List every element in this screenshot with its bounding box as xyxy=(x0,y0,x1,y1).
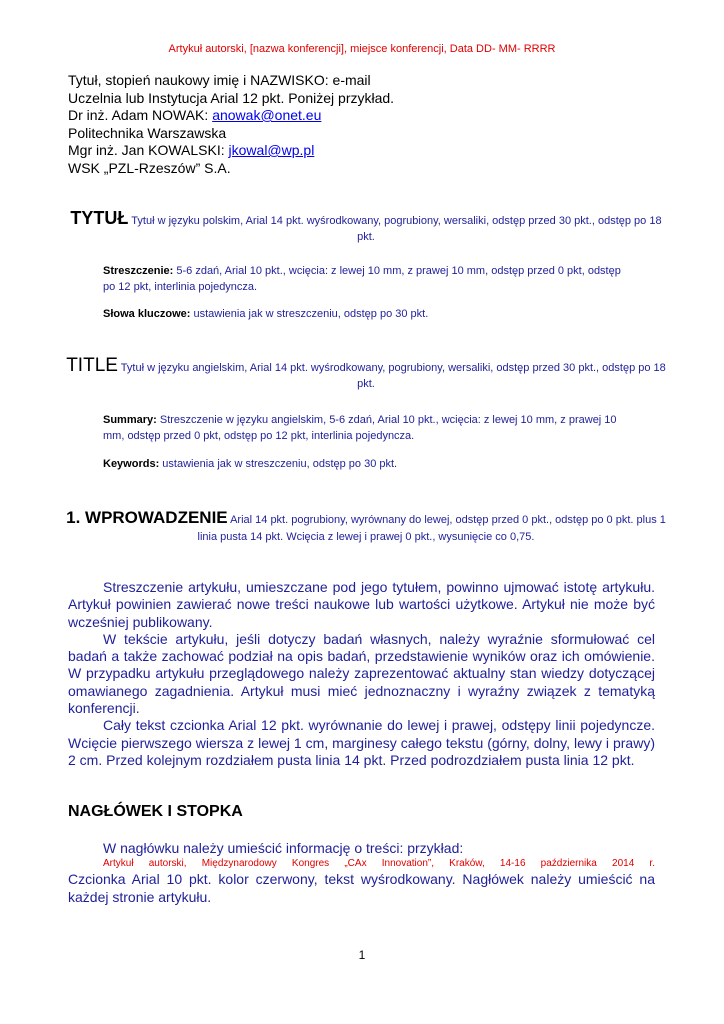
title-en xyxy=(66,355,666,392)
section-2-heading: NAGŁÓWEK I STOPKA xyxy=(68,803,243,820)
body-paragraph-1: Streszczenie artykułu, umieszczane pod jego tytułem, powinno ujmować istotę artykułu. Artykuł powinien zawierać nowe treści naukowe lub wartości użytkowe. Artykuł nie może być wcześniej publikowany. xyxy=(68,579,655,630)
keywords-en-label: Keywords: xyxy=(103,458,160,470)
author-2-name: Mgr inż. Jan KOWALSKI: xyxy=(68,142,229,158)
title-pl-desc: Tytuł w języku polskim, Arial 14 pkt. wyśrodkowany, pogrubiony, wersaliki, odstęp przed 30 pkt., odstęp po 18 pkt. xyxy=(128,215,662,243)
keywords-pl xyxy=(103,306,623,322)
page-number: 1 xyxy=(358,948,366,962)
keywords-pl-text: ustawienia jak w streszczeniu, odstęp po 30 pkt. xyxy=(190,308,429,320)
author-1-name: Dr inż. Adam NOWAK: xyxy=(68,107,213,123)
title-pl-word: TYTUŁ xyxy=(70,208,129,228)
author-1-email-link[interactable]: anowak@onet.eu xyxy=(212,107,322,123)
abstract-en xyxy=(103,412,623,444)
abstract-pl-text: 5-6 zdań, Arial 10 pkt., wcięcia: z lewej 10 mm, z prawej 10 mm, odstęp przed 0 pkt, odstęp po 12 pkt, interlinia pojedyncza. xyxy=(103,265,621,293)
author-2 xyxy=(68,142,394,160)
authors-block xyxy=(68,72,394,177)
section-2-paragraph-1: W nagłówku należy umieścić informację o treści: przykład: xyxy=(103,840,464,856)
author-1 xyxy=(68,107,394,125)
abstract-pl-label: Streszczenie: xyxy=(103,265,174,277)
author-2-affiliation: WSK „PZL-Rzeszów” S.A. xyxy=(68,159,231,176)
keywords-en-text: ustawienia jak w streszczeniu, odstęp po 30 pkt. xyxy=(159,458,398,470)
section-1-title: 1. WPROWADZENIE xyxy=(66,508,228,527)
running-header xyxy=(0,43,724,55)
body-paragraph-3: Cały tekst czcionka Arial 12 pkt. wyrównanie do lewej i prawej, odstępy linii pojedyncze. Wcięcie pierwszego wiersza z lewej 1 cm, marginesy całego tekstu (górny, dolny, lewy i prawy) 2 cm. Przed kolejnym rozdziałem pusta linia 14 pkt. Przed podrozdziałem pusta linia 12 pkt. xyxy=(68,717,655,768)
author-2-email-link[interactable]: jkowal@wp.pl xyxy=(228,142,315,158)
abstract-en-text: Streszczenie w języku angielskim, 5-6 zdań, Arial 10 pkt., wcięcia: z lewej 10 mm, z prawej 10 mm, odstęp przed 0 pkt, odstęp po 12 pkt, interlinia pojedyncza. xyxy=(103,414,617,442)
abstract-en-label: Summary: xyxy=(103,414,157,426)
authors-line-1: Tytuł, stopień naukowy imię i NAZWISKO: e-mail xyxy=(68,72,371,88)
section-1-desc: Arial 14 pkt. pogrubiony, wyrównany do lewej, odstęp przed 0 pkt., odstęp po 0 pkt. plus 1 linia pusta 14 pkt. Wcięcia z lewej i prawej 0 pkt., wysunięcie co 0,75. xyxy=(197,514,666,543)
section-1-heading xyxy=(66,509,666,546)
author-1-affiliation: Politechnika Warszawska xyxy=(68,124,227,141)
header-example: Artykuł autorski, Międzynarodowy Kongres „CAx Innovation”, Kraków, 14-16 października 2014 r. xyxy=(103,858,655,870)
title-pl xyxy=(66,210,666,245)
title-en-desc: Tytuł w języku angielskim, Arial 14 pkt. wyśrodkowany, pogrubiony, wersaliki, odstęp przed 30 pkt., odstęp po 18 pkt. xyxy=(117,362,666,390)
section-2-body xyxy=(68,840,655,906)
keywords-en xyxy=(103,456,623,472)
section-1-body xyxy=(68,579,655,769)
section-2-paragraph-2: Czcionka Arial 10 pkt. kolor czerwony, tekst wyśrodkowany. Nagłówek należy umieścić na każdej stronie artykułu. xyxy=(68,871,655,905)
header-conference-name: [nazwa konferencji] xyxy=(249,43,344,55)
header-part-3: , miejsce konferencji, Data DD- MM- RRRR xyxy=(344,43,556,55)
authors-line-2: Uczelnia lub Instytucja Arial 12 pkt. Poniżej przykład. xyxy=(68,89,395,106)
body-paragraph-2: W tekście artykułu, jeśli dotyczy badań własnych, należy wyraźnie sformułować cel badań a także zachować podział na opis badań, przedstawienie wyników oraz ich omówienie. W przypadku artykułu przeglądowego należy zaprezentować aktualny stan wiedzy dotyczącej omawianego zagadnienia. Artykuł musi mieć jednoznaczny i wyraźny związek z tematyką konferencji. xyxy=(68,630,655,717)
header-part-1: Artykuł autorski, xyxy=(168,43,250,55)
keywords-pl-label: Słowa kluczowe: xyxy=(103,308,191,320)
title-en-word: TITLE xyxy=(66,355,118,376)
abstract-pl xyxy=(103,263,623,295)
